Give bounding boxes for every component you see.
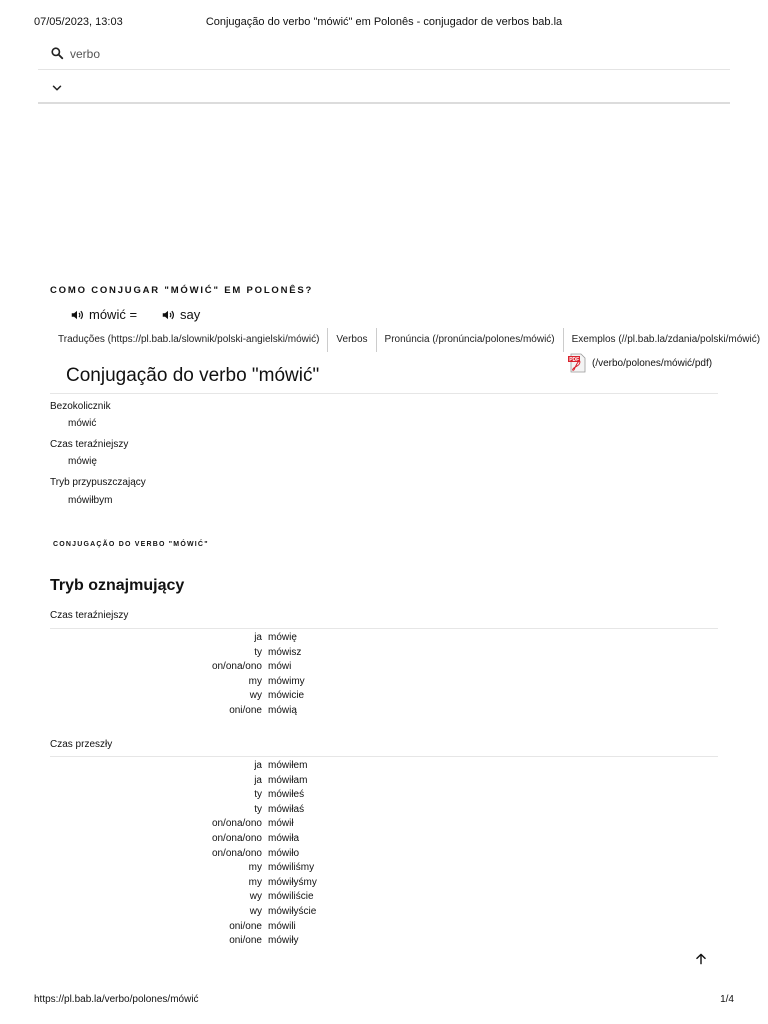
pronoun: my [248, 675, 262, 687]
conjugation-row [50, 759, 350, 774]
divider [50, 628, 718, 629]
speaker-icon [161, 308, 175, 322]
conjugation-row [50, 788, 350, 803]
pronoun: ja [254, 760, 262, 771]
language-dropdown [38, 70, 730, 104]
divider [50, 393, 718, 394]
verb-form: mówimy [268, 675, 305, 687]
conjugation-row [50, 934, 350, 949]
conjugation-row [50, 675, 350, 690]
pronoun: my [248, 862, 262, 874]
section-heading: CONJUGAÇÃO DO VERBO "MÓWIĆ" [53, 541, 209, 548]
pronoun: ja [254, 774, 262, 786]
print-page-number: 1/4 [720, 994, 734, 1005]
audio-source-label: mówić = [89, 307, 138, 322]
conjugation-row [50, 847, 350, 862]
verb-form: mówiły [268, 935, 299, 947]
verb-form: mówiłem [268, 760, 308, 771]
verb-form: mówili [268, 920, 296, 932]
conjugation-row [50, 774, 350, 789]
conjugation-row [50, 832, 350, 847]
pdf-link-label: (/verbo/polones/mówić/pdf) [592, 357, 713, 369]
pronoun: on/ona/ono [211, 818, 262, 830]
pronoun: on/ona/ono [211, 847, 262, 859]
audio-target-label: say [180, 307, 201, 322]
verb-form: mówiło [268, 847, 300, 859]
verb-form: mówiłaś [268, 803, 305, 815]
tense-label-past: Czas przeszły [50, 739, 113, 750]
verb-form: mówi [268, 661, 292, 673]
conjugation-row [50, 704, 350, 719]
conjugation-row [50, 646, 350, 661]
summary-present-value: mówię [68, 456, 97, 467]
pronoun: oni/one [229, 704, 262, 716]
verb-form: mówiliśmy [268, 862, 315, 874]
tense-label-present: Czas teraźniejszy [50, 610, 129, 621]
page-heading: COMO CONJUGAR "MÓWIĆ" EM POLONÊS? [50, 285, 314, 296]
pronoun: ty [254, 789, 262, 801]
pronoun: oni/one [229, 935, 262, 947]
print-datetime: 07/05/2023, 13:03 [34, 16, 123, 28]
verb-form: mówią [268, 704, 297, 716]
audio-target-button[interactable] [161, 307, 200, 322]
svg-text:PDF: PDF [569, 357, 580, 363]
pronoun: oni/one [229, 920, 262, 932]
pronoun: wy [249, 905, 262, 917]
search-bar [38, 40, 730, 70]
verb-form: mówiłyście [268, 905, 317, 917]
conjugation-row [50, 876, 350, 891]
search-icon[interactable] [50, 46, 64, 60]
pronoun: wy [249, 891, 262, 903]
tab-pronunciation[interactable]: Pronúncia (/pronúncia/polones/mówić) [376, 328, 563, 352]
search-input[interactable] [70, 45, 470, 63]
verb-form: mówiła [268, 832, 300, 844]
main-title: Conjugação do verbo "mówić" [66, 365, 320, 386]
tab-translations[interactable]: Traduções (https://pl.bab.la/slownik/polski-angielski/mówić) [58, 334, 320, 345]
verb-form: mówiłeś [268, 789, 305, 801]
conjugation-table-past [50, 759, 350, 949]
conjugation-row [50, 803, 350, 818]
tab-verbs[interactable]: Verbos [327, 328, 375, 352]
mood-title: Tryb oznajmujący [50, 577, 185, 594]
verb-form: mówiliście [268, 891, 314, 903]
verb-form: mówisz [268, 646, 302, 658]
summary-infinitive-label: Bezokolicznik [50, 401, 111, 412]
conjugation-row [50, 631, 350, 646]
summary-infinitive-value: mówić [68, 418, 97, 429]
pronoun: wy [249, 690, 262, 702]
conjugation-row [50, 817, 350, 832]
audio-source-button[interactable] [70, 307, 137, 322]
print-url: https://pl.bab.la/verbo/polones/mówić [34, 994, 199, 1005]
pronoun: ty [254, 646, 262, 658]
chevron-down-icon[interactable] [50, 81, 64, 95]
conjugation-row [50, 905, 350, 920]
tab-bar [50, 328, 761, 352]
tab-examples[interactable]: Exemplos (//pl.bab.la/zdania/polski/mówić) [563, 328, 768, 352]
verb-form: mówicie [268, 690, 305, 702]
pronoun: on/ona/ono [211, 661, 262, 673]
conjugation-table-present [50, 631, 350, 719]
pronoun: my [248, 876, 262, 888]
verb-form: mówiłyśmy [268, 876, 317, 888]
print-document-title: Conjugação do verbo "mówić" em Polonês - conjugador de verbos bab.la [205, 16, 563, 28]
pronoun: ja [254, 632, 262, 643]
pdf-download-link[interactable] [567, 353, 718, 373]
conjugation-row [50, 660, 350, 675]
verb-form: mówił [268, 818, 294, 830]
pdf-icon [567, 353, 589, 373]
verb-form: mówiłam [268, 774, 308, 786]
summary-present-label: Czas teraźniejszy [50, 439, 129, 450]
pronoun: on/ona/ono [211, 832, 262, 844]
conjugation-row [50, 861, 350, 876]
audio-row [70, 307, 200, 322]
pronoun: ty [254, 803, 262, 815]
divider [50, 756, 718, 757]
conjugation-row [50, 890, 350, 905]
conjugation-row [50, 920, 350, 935]
summary-conditional-value: mówiłbym [68, 495, 113, 506]
speaker-icon [70, 308, 84, 322]
verb-form: mówię [268, 632, 297, 643]
summary-conditional-label: Tryb przypuszczający [50, 477, 146, 488]
arrow-up-icon[interactable] [694, 952, 708, 966]
conjugation-row [50, 689, 350, 704]
